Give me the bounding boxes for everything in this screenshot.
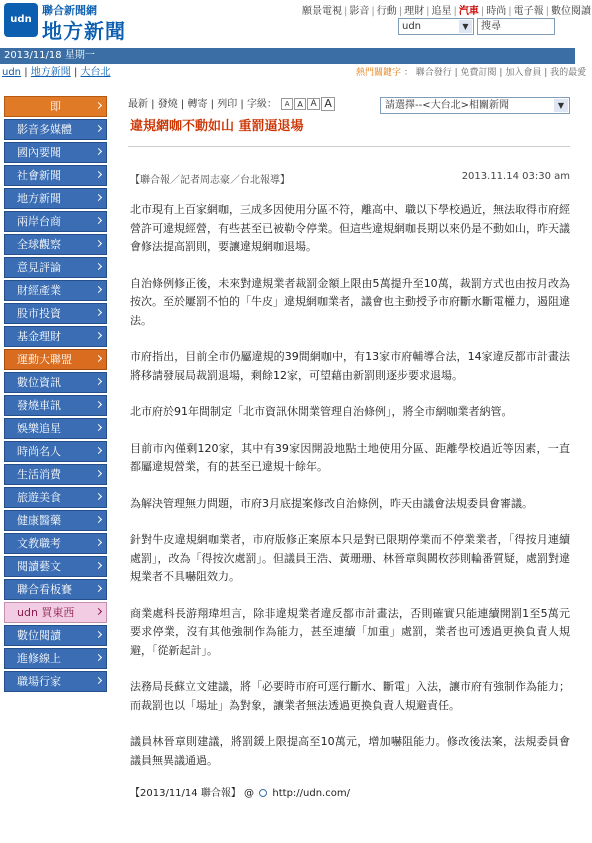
topnav-link[interactable]: 時尚	[486, 6, 507, 17]
font-size-large-button[interactable]: A	[307, 98, 320, 110]
sidebar-item[interactable]: 兩岸台商	[4, 211, 107, 232]
font-size-small-button[interactable]: A	[281, 98, 293, 110]
article-main	[128, 96, 570, 799]
quick-links: 熱門關鍵字 ： 聯合發行 | 免費訂閱 | 加入會員 | 我的最愛	[356, 68, 587, 78]
article-paragraph: 自治條例修正後，未來對違規業者裁罰金額上限由5萬提升至10萬，裁罰方式也由按月改為按次。至於屢罰不怕的「牛皮」違規網咖業者，議會也主動授予市府斷水斷電權力，遏阻違法。	[130, 276, 570, 327]
footer-source: 【2013/11/14 聯合報】	[130, 788, 241, 799]
nav-separator: |	[426, 6, 430, 17]
logo-site-name: 聯合新聞網	[42, 4, 97, 17]
divider	[128, 146, 570, 147]
quick-link-free[interactable]: 免費訂閱	[460, 68, 497, 78]
article-toolbar: 最新 | 發燒 | 轉寄 | 列印 | 字級： A A A A 請選擇--<大台北>相關新聞 ▼	[128, 96, 570, 116]
article-paragraph: 議員林晉章則建議，將罰鍰上限提高至10萬元，增加嚇阻能力。修改後法案，法規委員會議員無異議通過。	[130, 735, 570, 767]
sidebar-item[interactable]: 旅遊美食	[4, 487, 107, 508]
breadcrumb: udn | 地方新聞 | 大台北	[2, 67, 111, 78]
article-paragraph: 北市現有上百家網咖，三成多因使用分區不符，離高中、職以下學校過近，無法取得市府經營許可違規經營，有些甚至已被勒令停業。但這些違規網咖長期以來仍是不動如山，昨天議會修法提高罰則，要讓違規網咖退場。	[130, 203, 570, 253]
article-paragraph: 市府指出，目前全市仍屬違規的39間網咖中，有13家市府輔導合法，14家違反都市計畫法將移請發展局裁罰退場，剩餘12家，可望藉由新罰則逐步要求退場。	[130, 350, 570, 382]
logo-section-name: 地方新聞	[42, 19, 126, 43]
nav-separator: |	[398, 6, 403, 17]
article-timestamp: 2013.11.14 03:30 am	[461, 171, 570, 182]
article-paragraph: 針對牛皮違規網咖業者，市府版修正案原本只是對已限期停業而不停業業者，「得按月連續處罰」，改為「得按次處罰」。但議員王浩、黃珊珊、林晉章與闕枚莎則輪番質疑，處罰對違規業者不具嚇阻效力。	[130, 533, 570, 583]
sidebar-item[interactable]: 意見評論	[4, 257, 107, 278]
footer-url-link[interactable]: http://udn.com/	[272, 788, 350, 799]
sidebar-item[interactable]: 發燒車訊	[4, 395, 107, 416]
chevron-down-icon: ▼	[554, 99, 568, 112]
search-input[interactable]: 搜尋	[477, 18, 555, 35]
sidebar-item[interactable]: 運動大聯盟	[4, 349, 107, 370]
top-nav	[301, 2, 591, 17]
nav-separator: |	[508, 6, 512, 17]
search-bar	[398, 18, 555, 35]
sidebar-item[interactable]: 影音多媒體	[4, 119, 107, 140]
sidebar-item[interactable]: 健康醫藥	[4, 510, 107, 531]
sidebar-item[interactable]: 地方新聞	[4, 188, 107, 209]
sidebar-item[interactable]: 娛樂追星	[4, 418, 107, 439]
topnav-link[interactable]: 數位閱讀	[551, 6, 591, 17]
article-paragraph: 商業處科長游翔瑋坦言，除非違規業者違反都市計畫法，否則確實只能連續開罰1至5萬元要求停業，沒有其他強制作為能力，甚至連續「加重」處罰，業者也可透過更換負責人規避，「從新起計」。	[130, 606, 570, 657]
udn-logo-badge: udn	[4, 3, 38, 37]
nav-separator: |	[371, 6, 375, 17]
sidebar-nav	[4, 96, 107, 694]
nav-separator: |	[453, 6, 457, 17]
topnav-link[interactable]: 行動	[376, 6, 397, 17]
sidebar-item[interactable]: 數位資訊	[4, 372, 107, 393]
chevron-down-icon: ▼	[459, 20, 472, 33]
topnav-link[interactable]: 影音	[349, 6, 370, 17]
article-body	[128, 201, 570, 770]
sidebar-item[interactable]: 全球觀察	[4, 234, 107, 255]
sidebar-item[interactable]: 閱讀藝文	[4, 556, 107, 577]
nav-separator: |	[344, 6, 348, 17]
search-scope-select[interactable]: udn ▼	[398, 18, 474, 35]
site-logo[interactable]	[4, 2, 154, 43]
sidebar-item[interactable]: 文教職考	[4, 533, 107, 554]
article-paragraph: 為解決管理無力問題，市府3月底提案修改自治條例，昨天由議會法規委員會審議。	[130, 496, 533, 510]
sidebar-item[interactable]: 財經產業	[4, 280, 107, 301]
site-header	[0, 0, 591, 43]
related-news-select[interactable]: 請選擇--<大台北>相關新聞 ▼	[380, 97, 570, 114]
sidebar-item[interactable]: 國內要聞	[4, 142, 107, 163]
topnav-link[interactable]: 汽車	[458, 6, 479, 17]
breadcrumb-taipei[interactable]: 大台北	[80, 67, 111, 78]
quick-link-favorite[interactable]: 我的最愛	[550, 68, 587, 78]
topnav-link[interactable]: 追星	[431, 6, 452, 17]
topnav-link[interactable]: 理財	[404, 6, 425, 17]
article-title: 違規網咖不動如山 重罰逼退場	[130, 119, 304, 134]
quick-link-subscribe[interactable]: 聯合發行	[415, 68, 452, 78]
article-paragraph: 北市府於91年間制定「北市資訊休閒業管理自治條例」，將全市網咖業者納管。	[130, 405, 513, 418]
font-size-label: 字級：	[246, 99, 277, 110]
article-footer	[128, 784, 570, 799]
sidebar-item[interactable]: 聯合看板賽	[4, 579, 107, 600]
sidebar-item[interactable]: 時尚名人	[4, 441, 107, 462]
font-size-medium-button[interactable]: A	[294, 98, 306, 110]
article-meta	[128, 171, 570, 185]
footer-at: @	[244, 788, 255, 799]
article-byline: 【聯合報／記者周志豪／台北報導】	[130, 175, 290, 186]
sidebar-item[interactable]: 基金理財	[4, 326, 107, 347]
breadcrumb-bar	[0, 66, 587, 80]
nav-separator: |	[480, 6, 485, 17]
sidebar-item[interactable]: 生活消費	[4, 464, 107, 485]
current-date: 2013/11/18 星期一	[4, 50, 95, 61]
topnav-link[interactable]: 願景電視	[302, 6, 342, 17]
breadcrumb-local-news[interactable]: 地方新聞	[30, 67, 71, 78]
sidebar-item[interactable]: 職場行家	[4, 671, 107, 692]
quick-link-join[interactable]: 加入會員	[505, 68, 542, 78]
toolbar-forward[interactable]: 轉寄	[187, 99, 208, 110]
hot-keywords-link[interactable]: 熱門關鍵字	[356, 68, 402, 78]
globe-icon	[259, 789, 267, 797]
sidebar-item[interactable]: 數位閱讀	[4, 625, 107, 646]
sidebar-item[interactable]: udn 買東西	[4, 602, 107, 623]
breadcrumb-udn[interactable]: udn	[2, 67, 22, 78]
topnav-link[interactable]: 電子報	[513, 6, 544, 17]
sidebar-item[interactable]: 即	[4, 96, 107, 117]
font-size-xlarge-button[interactable]: A	[321, 97, 335, 111]
article-paragraph: 目前市內僅剩120家，其中有39家因開設地點土地使用分區、距離學校過近等因素，一直都屬違規營業，有的甚至已違規十餘年。	[130, 441, 570, 473]
sidebar-item[interactable]: 進修線上	[4, 648, 107, 669]
article-paragraph: 法務局長蘇立文建議，將「必要時市府可逕行斷水、斷電」入法，讓市府有強制作為能力；而裁罰也以「場址」為對象，讓業者無法透過更換負責人規避責任。	[130, 680, 570, 712]
toolbar-print[interactable]: 列印	[217, 99, 238, 110]
nav-separator: |	[545, 6, 549, 17]
toolbar-latest[interactable]: 最新	[128, 99, 148, 110]
sidebar-item[interactable]: 社會新聞	[4, 165, 107, 186]
date-bar	[0, 48, 575, 64]
toolbar-hot[interactable]: 發燒	[157, 99, 178, 110]
sidebar-item[interactable]: 股市投資	[4, 303, 107, 324]
